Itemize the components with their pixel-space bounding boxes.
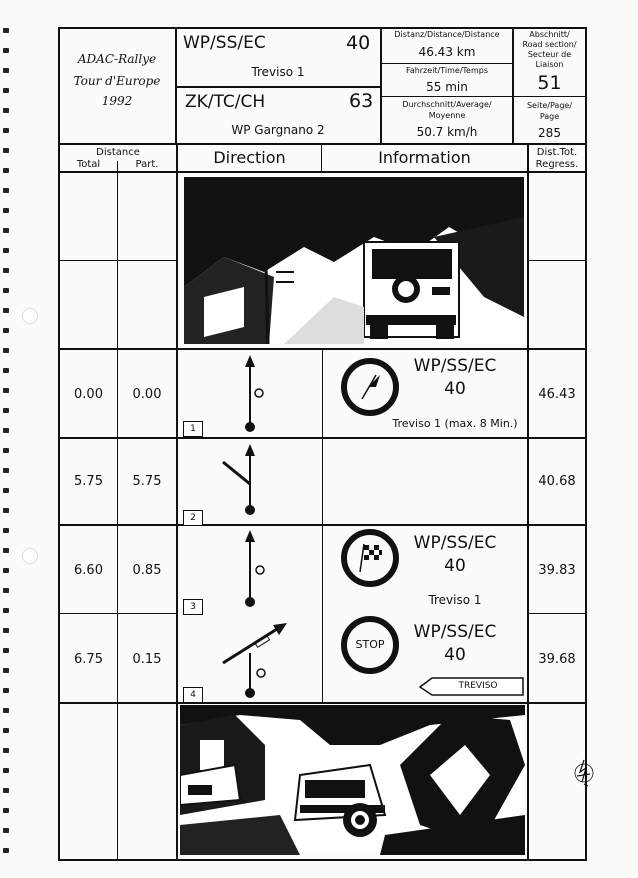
stage-name-1: Treviso 1 [251, 65, 305, 79]
initials-mark [574, 758, 594, 788]
row3-part: 0.85 [132, 563, 162, 578]
row1-part: 0.00 [132, 387, 162, 402]
average-label-1: Durchschnitt/Average/ [402, 100, 492, 109]
row4-info-code: WP/SS/EC [413, 622, 497, 642]
stage-number-1: 40 [346, 32, 371, 54]
treviso-sign-label: TREVISO [458, 681, 498, 691]
col-dist-tot: Dist.Tot. [536, 147, 578, 158]
finish-flag-icon [340, 528, 400, 588]
section-label-2: Road section/ [522, 40, 577, 49]
stage-name-2: WP Gargnano 2 [231, 123, 325, 137]
row4-total: 6.75 [74, 652, 103, 667]
col-total: Total [76, 159, 101, 170]
row4-tulip-diagram [215, 615, 295, 705]
stage-code-2: ZK/TC/CH [185, 92, 266, 112]
row1-info-code: WP/SS/EC [413, 356, 497, 376]
time-value: 55 min [426, 80, 468, 94]
stage-number-2: 63 [349, 90, 374, 112]
row4-part: 0.15 [132, 652, 162, 667]
average-value: 50.7 km/h [416, 125, 478, 139]
row3-number: 3 [183, 599, 203, 615]
col-distance: Distance [96, 147, 140, 158]
row4-number: 4 [183, 687, 203, 703]
time-label: Fahrzeit/Time/Temps [405, 66, 489, 75]
section-label-1: Abschnitt/ [529, 30, 570, 39]
row2-number: 2 [183, 510, 203, 526]
page-label-2: Page [539, 112, 560, 121]
row1-total: 0.00 [74, 387, 103, 402]
row3-tulip-diagram [230, 530, 270, 610]
average-label-2: Moyenne [428, 111, 466, 120]
row3-info-code: WP/SS/EC [413, 533, 497, 553]
stage-finish-photo [180, 705, 525, 855]
row3-info-text: Treviso 1 [428, 593, 482, 607]
distance-label: Distanz/Distance/Distance [394, 30, 500, 39]
rally-name: ADAC-Rallye [77, 52, 157, 66]
row2-total: 5.75 [74, 474, 103, 489]
rally-year: 1992 [101, 94, 133, 108]
start-flag-icon [340, 357, 400, 417]
col-direction: Direction [213, 148, 286, 167]
row2-regress: 40.68 [538, 474, 576, 489]
row4-regress: 39.68 [538, 652, 576, 667]
row1-info-number: 40 [444, 379, 466, 399]
stage-start-photo [184, 177, 524, 344]
row2-part: 5.75 [132, 474, 162, 489]
section-value: 51 [537, 72, 562, 94]
row3-total: 6.60 [74, 563, 103, 578]
row3-info-number: 40 [444, 556, 466, 576]
page-value: 285 [538, 126, 561, 140]
row3-regress: 39.83 [538, 563, 576, 578]
page-label-1: Seite/Page/ [526, 101, 573, 110]
distance-value: 46.43 km [418, 45, 476, 59]
row1-number: 1 [183, 421, 203, 437]
row4-info-number: 40 [444, 645, 466, 665]
section-label-3: Secteur de [527, 50, 572, 59]
col-information: Information [378, 148, 471, 167]
col-regress: Regress. [535, 159, 579, 170]
col-part: Part. [135, 159, 159, 170]
stage-code-1: WP/SS/EC [183, 33, 266, 53]
row1-tulip-diagram [230, 355, 270, 435]
section-label-4: Liaison [535, 60, 564, 69]
rally-subtitle: Tour d'Europe [73, 74, 161, 88]
row1-info-text: Treviso 1 (max. 8 Min.) [392, 417, 518, 430]
row2-tulip-diagram [215, 442, 275, 522]
row1-regress: 46.43 [538, 387, 576, 402]
stop-sign-label: STOP [355, 638, 385, 651]
